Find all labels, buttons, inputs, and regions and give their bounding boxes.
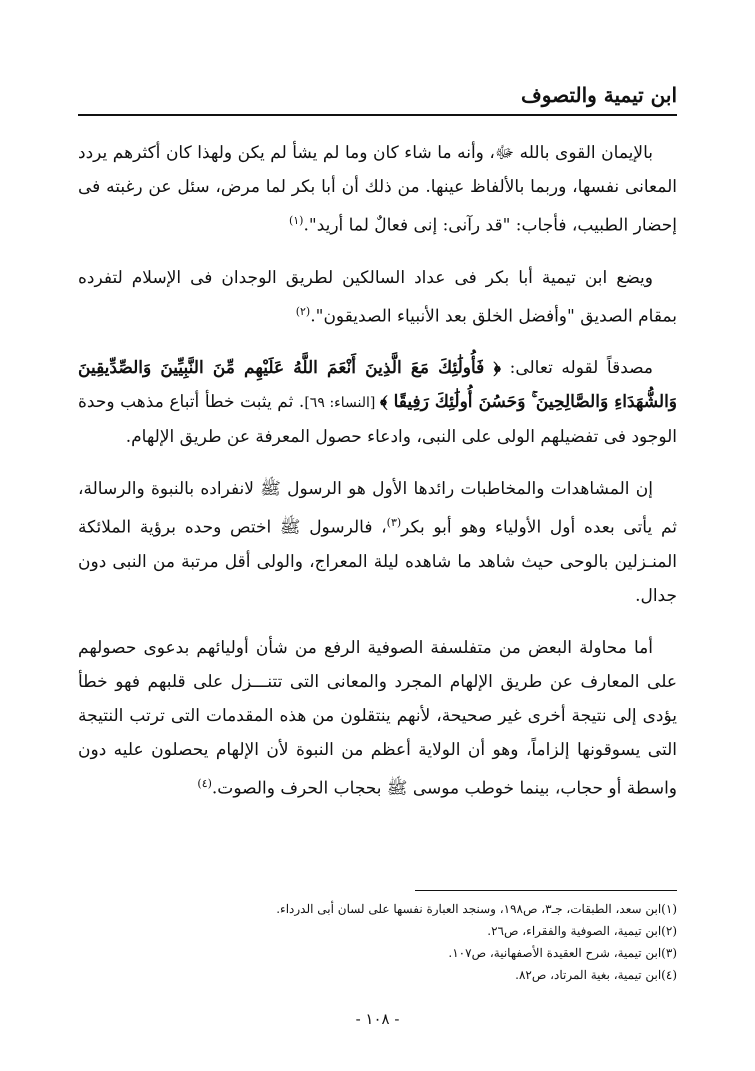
footnote-separator [415, 890, 677, 891]
header-rule [78, 114, 677, 116]
paragraph-1-text: بالإيمان القوى بالله ﷻ، وأنه ما شاء كان وما لم يشأ لم يكن ولهذا كان أكثرهم يردد المعانى نفسها، وربما بالألفاظ عينها. من ذلك أن أبا بكر لما مرض، سئل عن رغبته فى إحضار الطبيب، فأجاب: "قد رآنى: إنى فعالٌ لما أريد". [78, 143, 677, 236]
running-header [78, 80, 677, 114]
body-text [78, 136, 677, 824]
paragraph-4-text: إن المشاهدات والمخاطبات رائدها الأول هو الرسول ﷺ لانفراده بالنبوة والرسالة، ثم يأتى بعده أول الأولياء وهو أبو بكر [78, 479, 677, 538]
page-number: - ١٠٨ - [355, 1010, 400, 1028]
footnote-ref-2: (٢) [295, 304, 311, 318]
paragraph-2 [78, 261, 677, 334]
footnotes [78, 898, 677, 986]
paragraph-2-text: ويضع ابن تيمية أبا بكر فى عداد السالكين لطريق الوجدان فى الإسلام لتفرده بمقام الصديق "وأفضل الخلق بعد الأنبياء الصديقون". [78, 267, 677, 327]
verse-reference: [النساء: ٦٩] [304, 395, 380, 412]
paragraph-4-rest: ، فالرسول ﷺ اختص وحده برؤية الملائكة المنـزلين بالوحى حيث شاهد ما شاهده ليلة المعراج، والولى أقل مرتبة من النبى دون جدال. [78, 517, 677, 606]
header-title: ابن تيمية والتصوف [521, 83, 677, 107]
paragraph-1 [78, 136, 677, 243]
footnote-2: (٢)ابن تيمية، الصوفية والفقراء، ص٢٦. [487, 924, 677, 938]
footnote-4: (٤)ابن تيمية، بغية المرتاد، ص٨٢. [515, 968, 677, 982]
paragraph-3-intro: مصدقاً لقوله تعالى: [500, 358, 654, 379]
paragraph-5-text: أما محاولة البعض من متفلسفة الصوفية الرفع من شأن أوليائهم بدعوى حصولهم على المعارف عن طريق الإلهام المجرد والمعانى التى تتنـــزل على قلبهم فهو خطأ يؤدى إلى نتيجة أخرى غير صحيحة، لأنهم ينتقلون من هذه المقدمات التى ترتب النتيجة التى يسوقونها إلزاماً، وهو أن الولاية أعظم من النبوة لأن الإلهام يحصلون عليه دون واسطة أو حجاب، بينما خوطب موسى ﷺ بحجاب الحرف والصوت. [78, 637, 677, 799]
paragraph-4 [78, 472, 677, 613]
paragraph-3 [78, 351, 677, 454]
footnote-ref-4: (٤) [197, 776, 212, 790]
footnote-ref-3: (٣) [386, 516, 402, 530]
footnote-1: (١)ابن سعد، الطبقات، جـ٣، ص١٩٨، وسنجد العبارة نفسها على لسان أبى الدرداء. [276, 902, 677, 916]
paragraph-3-rest: . ثم يثبت خطأ أتباع مذهب وحدة الوجود فى تفضيلهم الولى على النبى، وادعاء حصول المعرفة عن طريق الإلهام. [78, 392, 677, 448]
footnote-ref-1: (١) [288, 214, 304, 227]
footnote-3: (٣)ابن تيمية، شرح العقيدة الأصفهانية، ص١٠٧. [448, 946, 677, 960]
quran-verse: ﴿ فَأُولَٰئِكَ مَعَ الَّذِينَ أَنْعَمَ اللَّهُ عَلَيْهِم مِّنَ النَّبِيِّينَ وَالصِّدِّيقِينَ وَالشُّهَدَاءِ وَالصَّالِحِينَ ۚ وَحَسُنَ أُولَٰئِكَ رَفِيقًا ﴾ [78, 358, 678, 413]
paragraph-5 [78, 631, 677, 806]
